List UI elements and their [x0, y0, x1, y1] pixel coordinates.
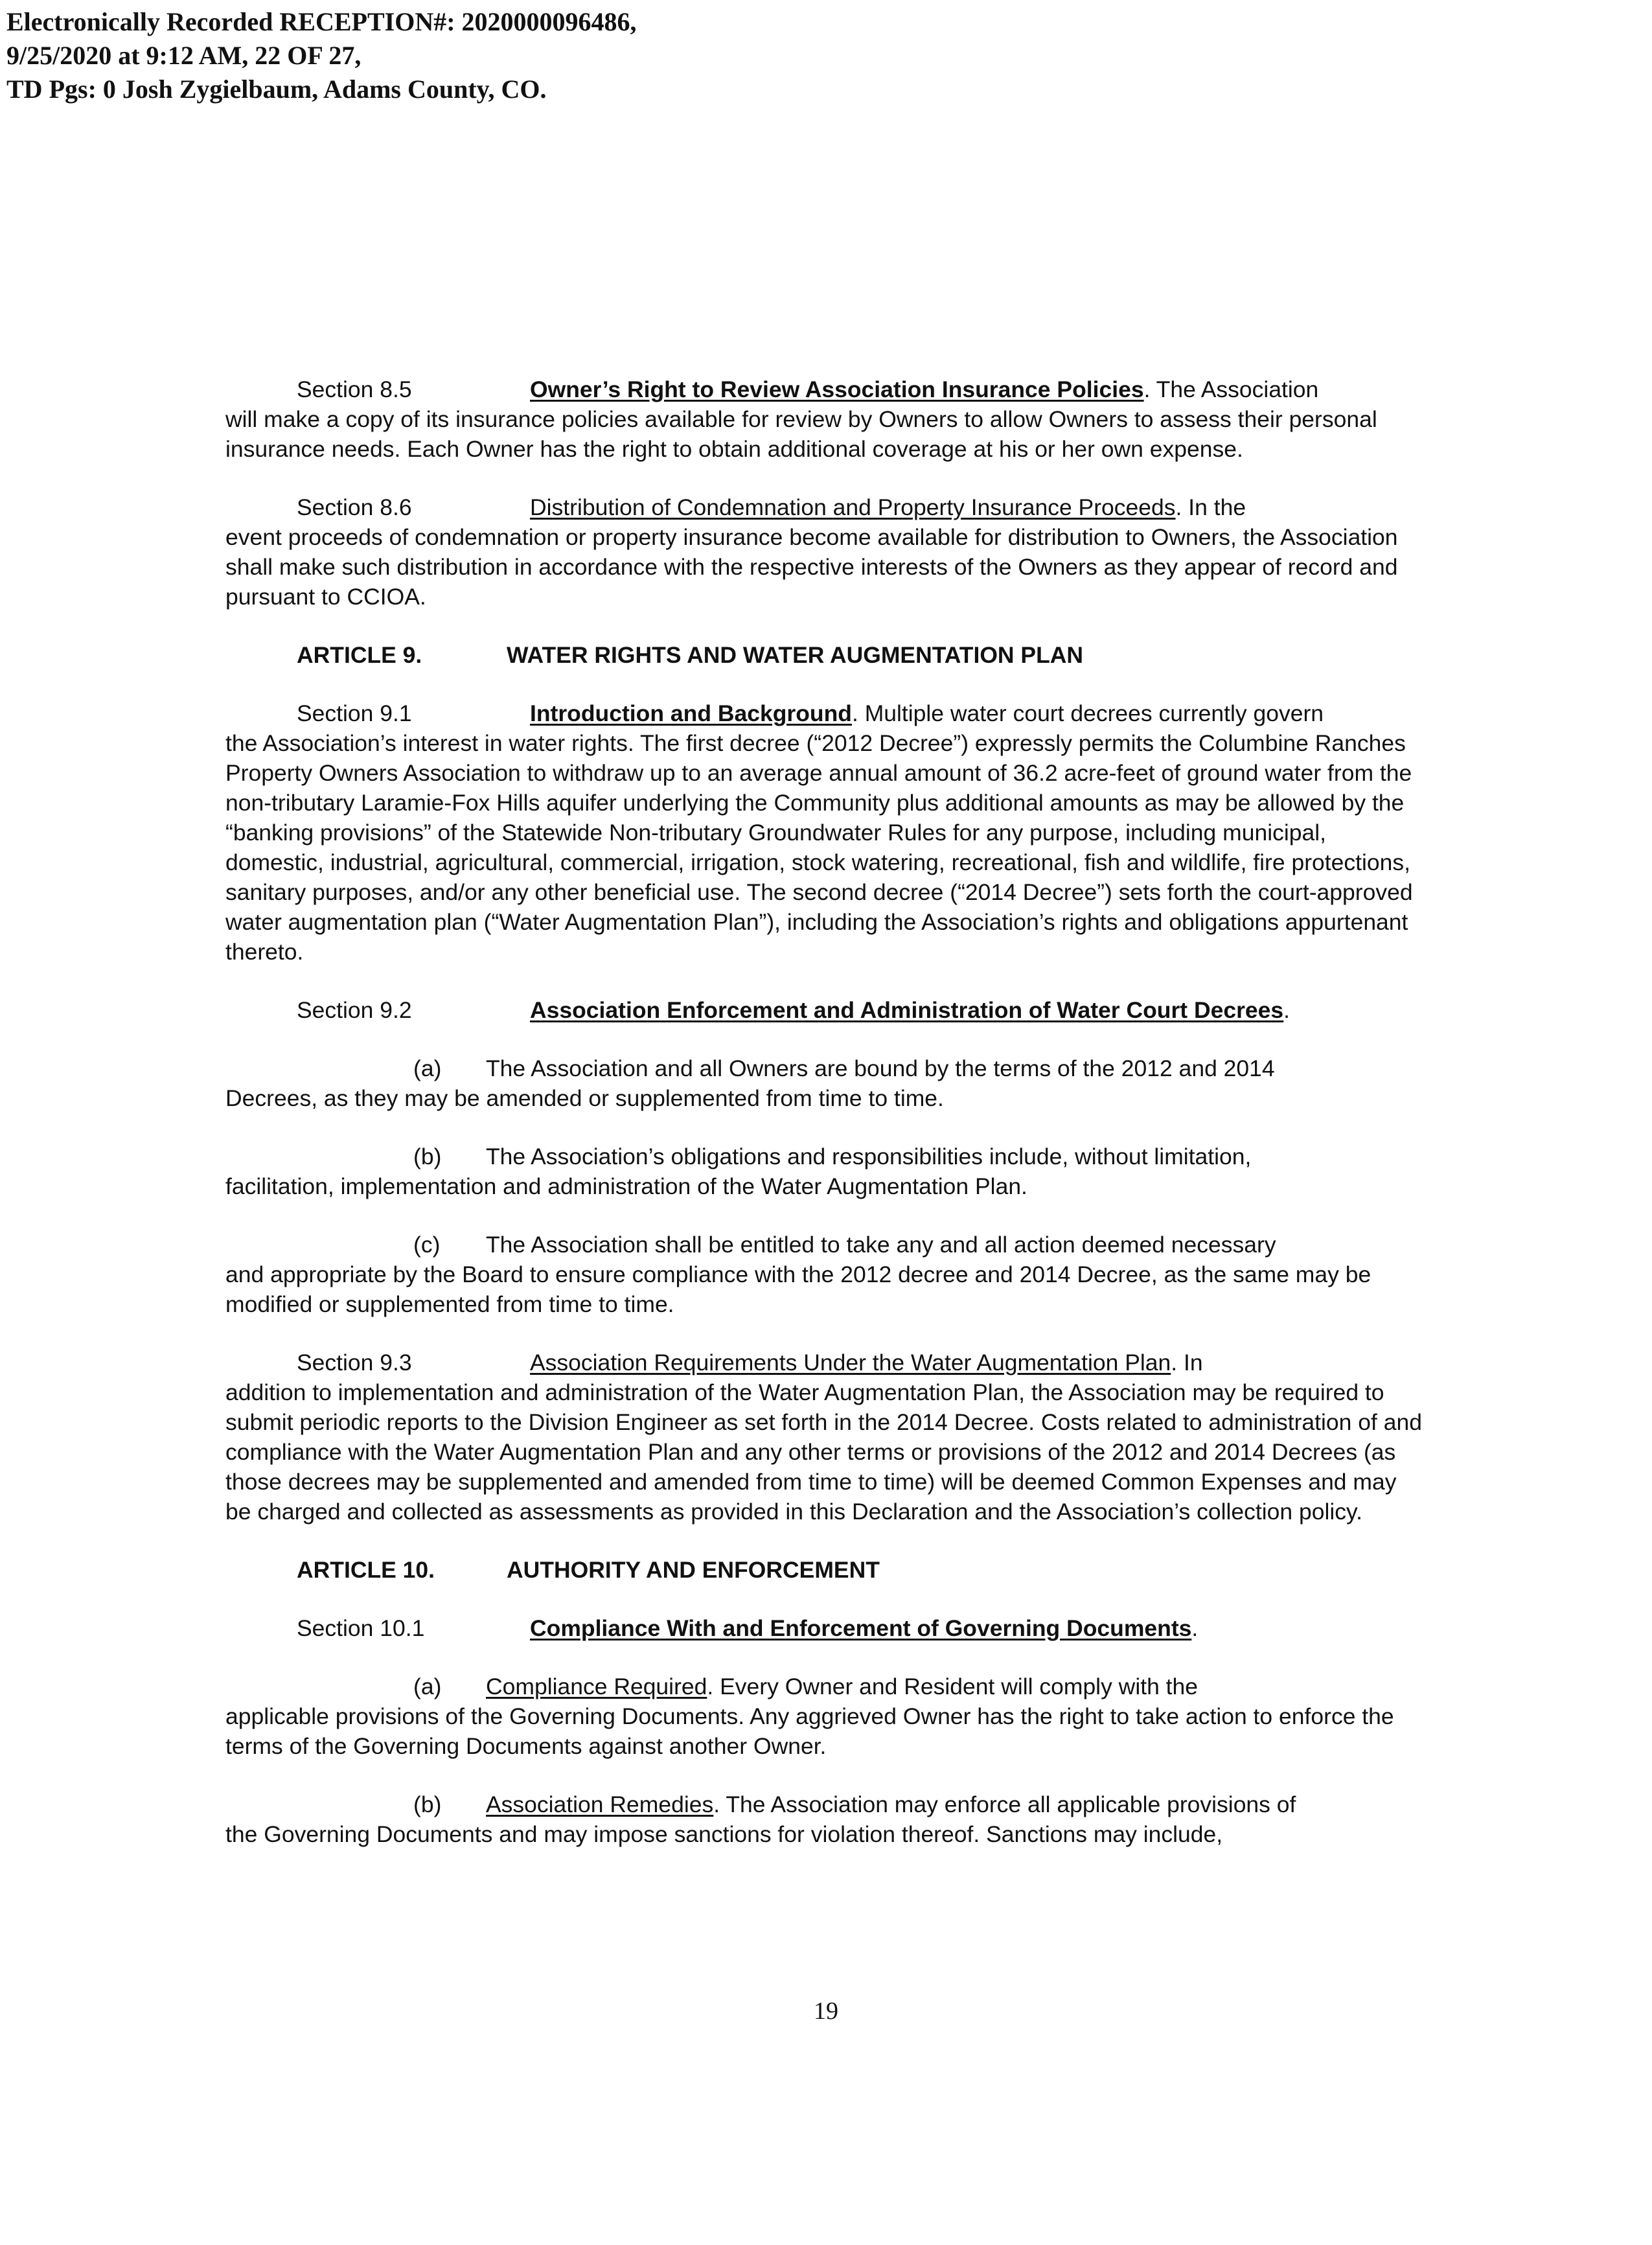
- article-label: ARTICLE 10.: [297, 1557, 435, 1583]
- subsection-first-line: The Association shall be entitled to take any and all action deemed necessary: [486, 1232, 1276, 1258]
- section-title: Association Requirements Under the Water Augmentation Plan: [530, 1350, 1171, 1376]
- section-body: addition to implementation and administration of the Water Augmentation Plan, the Association may be required to submit periodic reports to the Division Engineer as set forth in the 2014 Decree. Costs related to administration of and compliance with the Water Augmentation Plan and any other terms or provisions of the 2012 and 2014 Decrees (as those decrees may be supplemented and amended from time to time) will be deemed Common Expenses and may be charged and collected as assessments as provided in this Declaration and the Association’s collection policy.: [225, 1379, 1422, 1525]
- subsection-label: (c): [413, 1232, 441, 1258]
- subsection-body: the Governing Documents and may impose sanctions for violation thereof. Sanctions may include,: [225, 1821, 1223, 1847]
- section-10-1: [225, 1613, 1425, 1643]
- subsection-first-line: The Association and all Owners are bound by the terms of the 2012 and 2014: [486, 1055, 1275, 1081]
- subsection-9-2-b: [225, 1142, 1425, 1201]
- article-9-heading: [225, 640, 1425, 670]
- subsection-9-2-a: [225, 1053, 1425, 1113]
- section-8-6: [225, 492, 1425, 612]
- stamp-line-3: TD Pgs: 0 Josh Zygielbaum, Adams County, CO.: [6, 75, 547, 104]
- section-title: Compliance With and Enforcement of Governing Documents: [530, 1615, 1192, 1641]
- stamp-line-2: 9/25/2020 at 9:12 AM, 22 OF 27,: [6, 41, 361, 70]
- subsection-10-1-b: [225, 1790, 1425, 1849]
- section-title: Introduction and Background: [530, 700, 852, 726]
- section-body: will make a copy of its insurance policies available for review by Owners to allow Owners to assess their personal insurance needs. Each Owner has the right to obtain additional coverage at his or her own expense.: [225, 406, 1377, 462]
- article-10-heading: [225, 1555, 1425, 1585]
- section-body-start: . Multiple water court decrees currently govern: [851, 700, 1324, 726]
- section-label: Section 8.5: [297, 376, 412, 402]
- section-body: the Association’s interest in water rights. The first decree (“2012 Decree”) expressly permits the Columbine Ranches Property Owners Association to withdraw up to an average annual amount of 36.2 acre-feet of ground water from the non-tributary Laramie-Fox Hills aquifer underlying the Community plus additional amounts as may be allowed by the “banking provisions” of the Statewide Non-tributary Groundwater Rules for any purpose, including municipal, domestic, industrial, agricultural, commercial, irrigation, stock watering, recreational, fish and wildlife, fire protections, sanitary purposes, and/or any other beneficial use. The second decree (“2014 Decree”) sets forth the court-approved water augmentation plan (“Water Augmentation Plan”), including the Association’s rights and obligations appurtenant thereto.: [225, 730, 1413, 965]
- article-title: WATER RIGHTS AND WATER AUGMENTATION PLAN: [507, 642, 1084, 668]
- document-body: [225, 374, 1425, 1878]
- subsection-body: Decrees, as they may be amended or supplemented from time to time.: [225, 1085, 944, 1111]
- subsection-first-line: . Every Owner and Resident will comply with the: [707, 1674, 1199, 1699]
- subsection-label: (a): [413, 1055, 442, 1081]
- subsection-title: Compliance Required: [486, 1674, 707, 1699]
- section-label: Section 8.6: [297, 494, 412, 520]
- section-label: Section 9.3: [297, 1350, 412, 1376]
- subsection-first-line: . The Association may enforce all applicable provisions of: [713, 1791, 1296, 1817]
- section-9-2: [225, 995, 1425, 1025]
- section-9-3: [225, 1348, 1425, 1526]
- section-9-1: [225, 698, 1425, 967]
- section-label: Section 10.1: [297, 1615, 425, 1641]
- section-label: Section 9.2: [297, 997, 412, 1023]
- subsection-10-1-a: [225, 1672, 1425, 1761]
- section-title-end: .: [1283, 997, 1291, 1023]
- section-label: Section 9.1: [297, 700, 412, 726]
- subsection-label: (a): [413, 1674, 442, 1699]
- subsection-9-2-c: [225, 1230, 1425, 1319]
- subsection-body: facilitation, implementation and administration of the Water Augmentation Plan.: [225, 1173, 1027, 1199]
- section-title: Association Enforcement and Administration of Water Court Decrees: [530, 997, 1284, 1023]
- subsection-label: (b): [413, 1144, 442, 1169]
- subsection-label: (b): [413, 1791, 442, 1817]
- page-number: 19: [814, 1997, 838, 2025]
- article-title: AUTHORITY AND ENFORCEMENT: [507, 1557, 880, 1583]
- section-body: event proceeds of condemnation or property insurance become available for distribution to Owners, the Association shall make such distribution in accordance with the respective interests of the Owners as they appear of record and pursuant to CCIOA.: [225, 524, 1398, 610]
- section-body-start: . The Association: [1143, 376, 1319, 402]
- subsection-body: applicable provisions of the Governing Documents. Any aggrieved Owner has the right to take action to enforce the terms of the Governing Documents against another Owner.: [225, 1703, 1394, 1759]
- stamp-line-1: Electronically Recorded RECEPTION#: 2020000096486,: [6, 7, 637, 36]
- subsection-body: and appropriate by the Board to ensure compliance with the 2012 decree and 2014 Decree, as the same may be modified or supplemented from time to time.: [225, 1261, 1371, 1317]
- section-body-start: . In: [1171, 1350, 1203, 1376]
- recording-stamp: [6, 5, 637, 106]
- section-8-5: [225, 374, 1425, 464]
- article-label: ARTICLE 9.: [297, 642, 422, 668]
- section-title-end: .: [1191, 1615, 1199, 1641]
- section-body-start: . In the: [1175, 494, 1246, 520]
- section-title: Owner’s Right to Review Association Insurance Policies: [530, 376, 1144, 402]
- subsection-first-line: The Association’s obligations and responsibilities include, without limitation,: [486, 1144, 1252, 1169]
- subsection-title: Association Remedies: [486, 1791, 714, 1817]
- section-title: Distribution of Condemnation and Property Insurance Proceeds: [530, 494, 1176, 520]
